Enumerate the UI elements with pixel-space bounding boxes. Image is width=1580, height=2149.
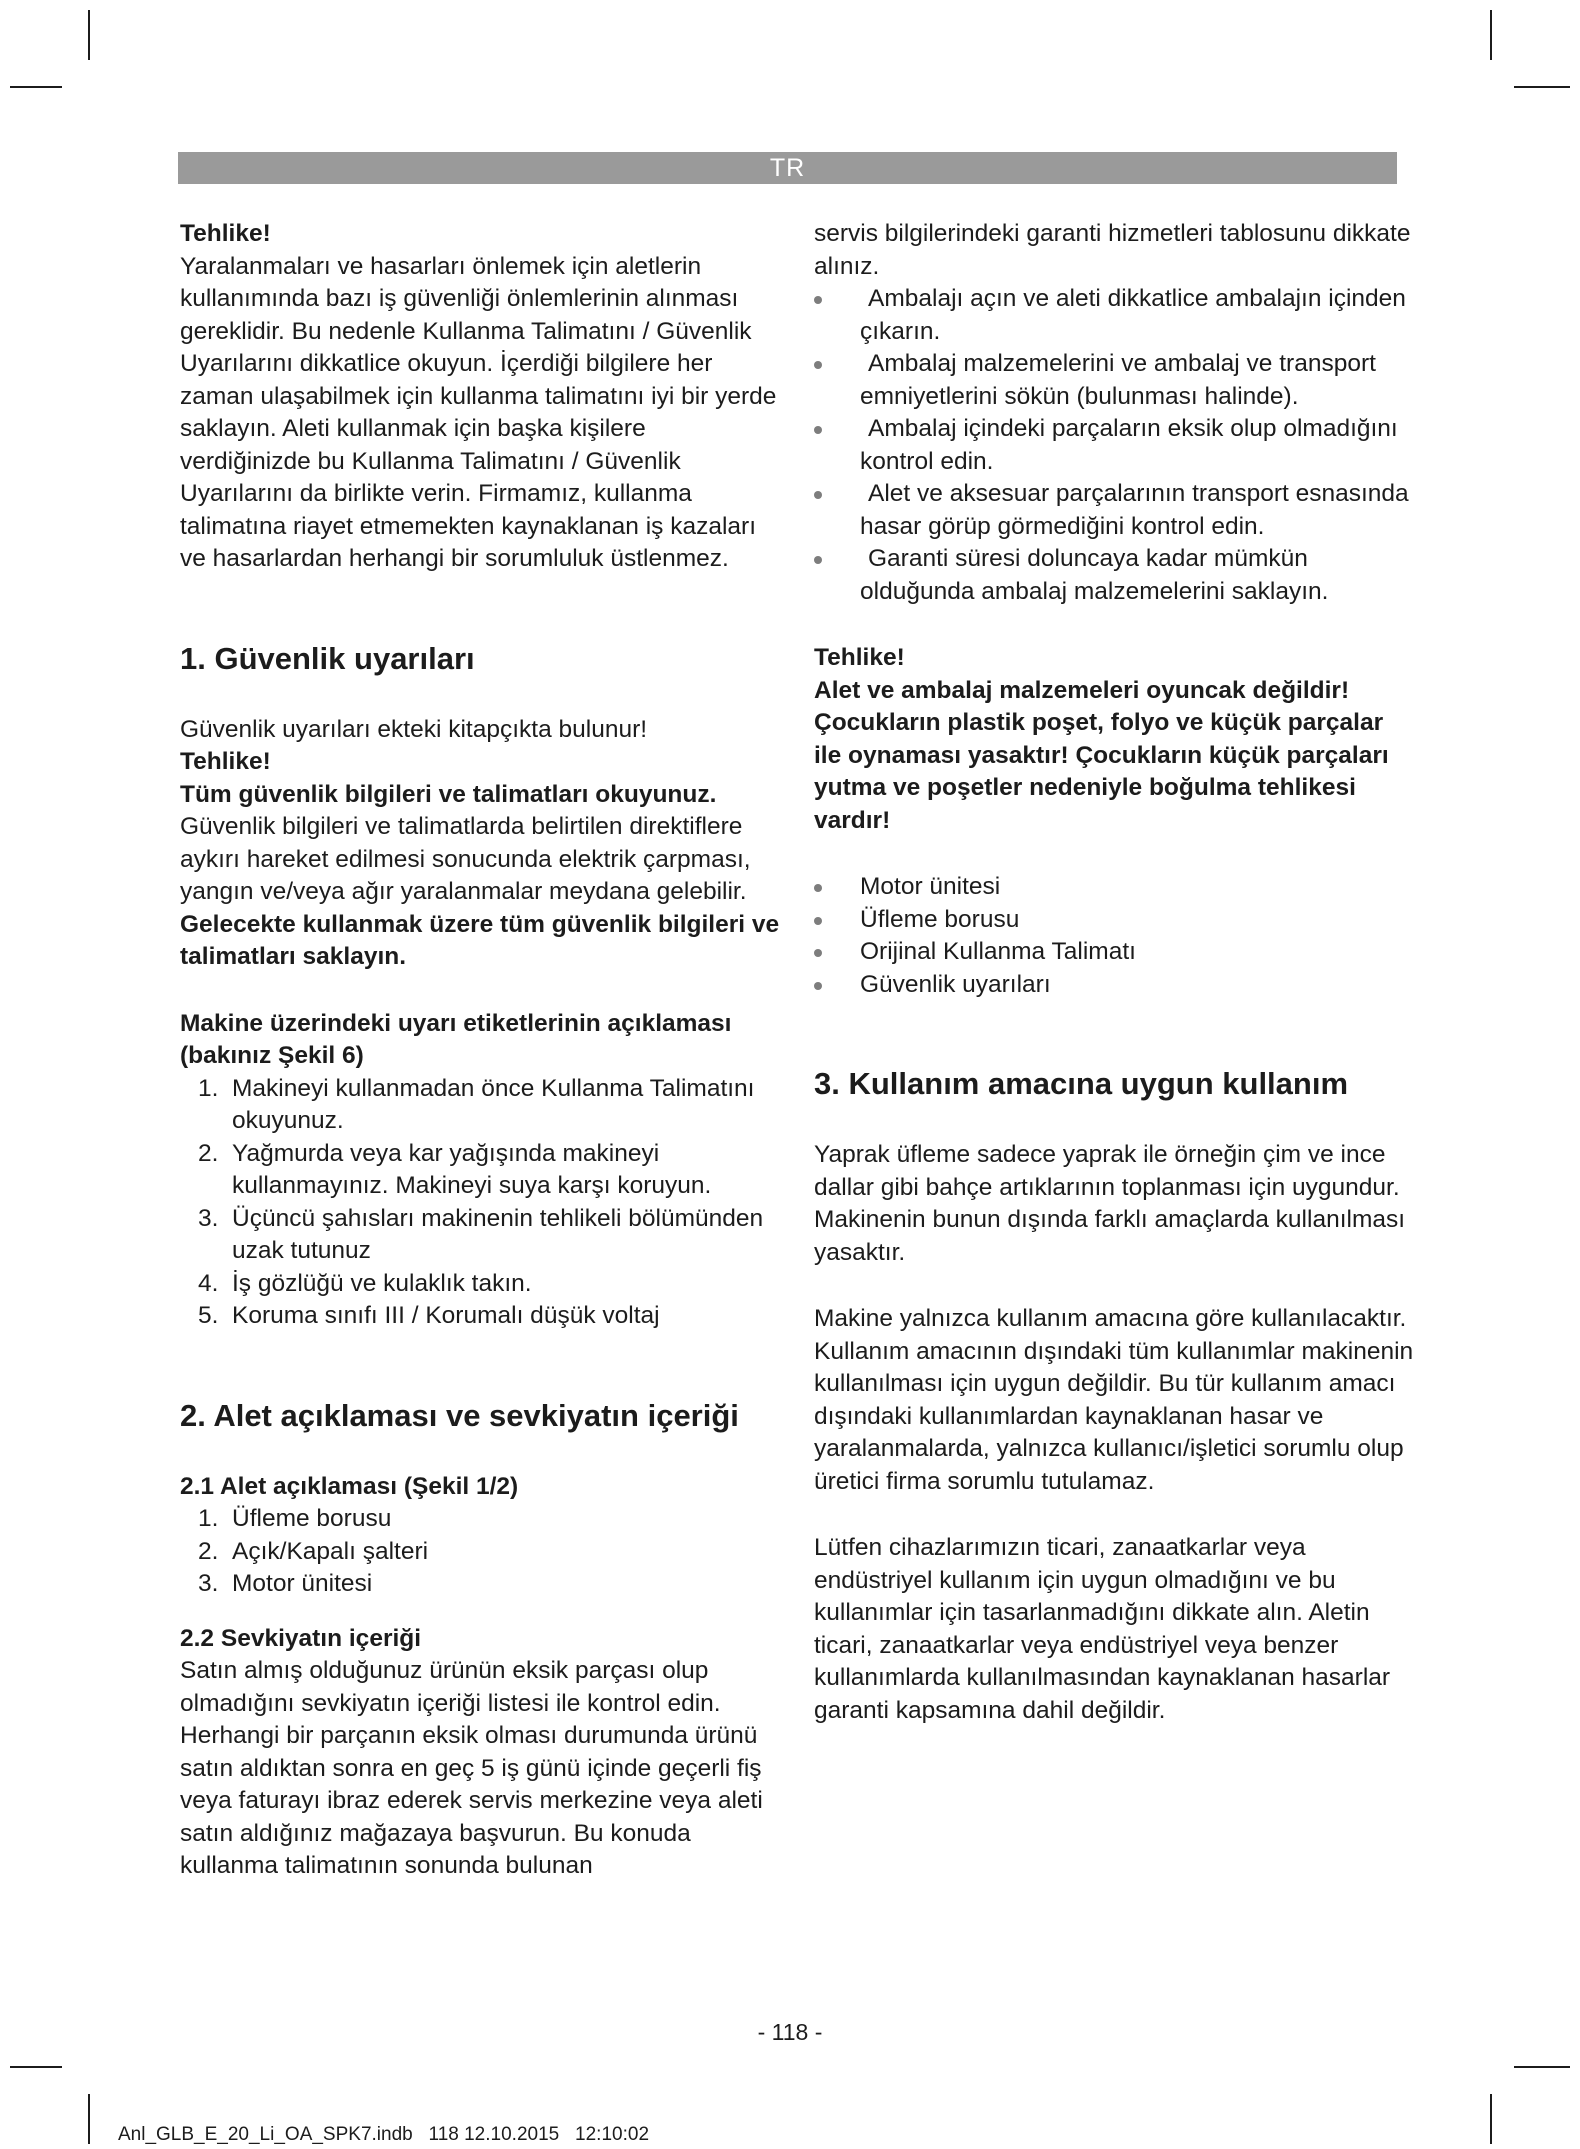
crop-mark — [1490, 10, 1492, 60]
list-item — [814, 969, 1414, 1002]
usage-paragraph-3: Lütfen cihazlarımızın ticari, zanaatkarlar veya endüstriyel kullanım için uygun olmadığını ve bu kullanımlar için tasarlanmadığını dikkate alın. Aletin ticari, zanaatkarlar veya endüstriyel veya benzer kullanımlarda kullanılmasından kaynaklanan hasarlar garanti kapsamına dahil değildir. — [814, 1534, 1391, 1724]
list-item — [814, 936, 1414, 969]
safety-warning-title: Tehlike! — [180, 748, 271, 775]
list-item — [814, 543, 1414, 608]
list-text: Yağmurda veya kar yağışında makineyi kullanmayınız. Makineyi suya karşı koruyun. — [232, 1139, 712, 1199]
list-number: 5. — [198, 1302, 219, 1329]
warning-text: Yaralanmaları ve hasarları önlemek için aletlerin kullanımında bazı iş güvenliği önlemlerinin alınması gereklidir. Bu nedenle Kullanma Talimatını / Güvenlik Uyarılarını dikkatlice okuyun. İçerdiği bilgilere her zaman ulaşabilmek için kullanma talimatını iyi bir yerde saklayın. Aleti kullanmak için başka kişilere verdiğinizde bu Kullanma Talimatını / Güvenlik Uyarılarını da birlikte verin. Firmamız, kullanma talimatına riayet etmemekten kaynaklanan iş kazaları ve hasarlardan herhangi bir sorumluluk üstlenmez. — [180, 252, 777, 572]
list-item — [180, 1268, 780, 1301]
list-text: Alet ve aksesuar parçalarının transport esnasında hasar görüp görmediğini kontrol edin. — [860, 480, 1409, 540]
list-number: 4. — [198, 1269, 219, 1297]
list-number: 2. — [198, 1139, 219, 1167]
list-text: Koruma sınıfı III / Korumalı düşük voltaj — [232, 1302, 660, 1329]
list-text: Üfleme borusu — [232, 1505, 392, 1532]
list-text: Üfleme borusu — [860, 905, 1020, 933]
safety-bold-1: Tüm güvenlik bilgileri ve talimatları okuyunuz. — [180, 780, 717, 808]
parts-list — [180, 1503, 780, 1601]
warning-title: Tehlike! — [814, 644, 905, 671]
bullet-icon — [814, 917, 822, 925]
list-item — [180, 1138, 780, 1203]
list-number: 1. — [198, 1505, 219, 1532]
crop-mark — [10, 2066, 62, 2068]
delivery-text: Satın almış olduğunuz ürünün eksik parçası olup olmadığını sevkiyatın içeriği listesi ile kontrol edin. Herhangi bir parçanın eksik olması durumunda ürünü satın aldıktan sonra en geç 5 iş günü içinde geçerli fiş veya faturayı ibraz ederek servis merkezine veya aleti satın aldığınız mağazaya başvurun. Bu konuda kullanma talimatının sonunda bulunan — [180, 1657, 763, 1879]
contents-list — [814, 871, 1414, 1001]
page-number: - 118 - — [757, 2019, 823, 2045]
section-3-title: 3. Kullanım amacına uygun kullanım — [814, 1066, 1349, 1101]
bullet-icon — [814, 556, 822, 564]
bullet-icon — [814, 361, 822, 369]
continued-text: servis bilgilerindeki garanti hizmetleri tablosunu dikkate alınız. — [814, 220, 1411, 280]
warning-text: Alet ve ambalaj malzemeleri oyuncak değildir! Çocukların plastik poşet, folyo ve küçük parçalar ile oynaması yasaktır! Çocukların küçük parçaları yutma ve poşetler nedeniyle boğulma tehlikesi vardır! — [814, 676, 1389, 834]
crop-mark — [88, 2094, 90, 2144]
safety-intro: Güvenlik uyarıları ekteki kitapçıkta bulunur! — [180, 715, 648, 743]
list-item — [180, 1300, 780, 1333]
safety-paragraph — [180, 779, 780, 974]
list-text: Garanti süresi doluncaya kadar mümkün olduğunda ambalaj malzemelerini saklayın. — [860, 545, 1329, 605]
section-1-title: 1. Güvenlik uyarıları — [180, 640, 475, 676]
list-text: Motor ünitesi — [860, 873, 1001, 900]
list-text: Makineyi kullanmadan önce Kullanma Talimatını okuyunuz. — [232, 1074, 755, 1134]
safety-bold-2: Gelecekte kullanmak üzere tüm güvenlik bilgileri ve talimatları saklayın. — [180, 910, 780, 970]
list-item — [180, 1536, 780, 1569]
unpack-list — [814, 283, 1414, 608]
list-number: 1. — [198, 1074, 219, 1102]
list-item — [814, 904, 1414, 937]
list-item — [814, 283, 1414, 348]
bullet-icon — [814, 949, 822, 957]
warning-title: Tehlike! — [180, 220, 271, 247]
subsection-2-2-title: 2.2 Sevkiyatın içeriği — [180, 1624, 422, 1652]
labels-list — [180, 1073, 780, 1333]
list-item — [814, 871, 1414, 904]
list-item — [814, 478, 1414, 543]
subsection-2-1-title: 2.1 Alet açıklaması (Şekil 1/2) — [180, 1472, 519, 1500]
crop-mark — [10, 86, 62, 88]
list-text: Açık/Kapalı şalteri — [232, 1537, 429, 1565]
list-text: Ambalaj malzemelerini ve ambalaj ve transport emniyetlerini sökün (bulunması halinde). — [860, 350, 1376, 410]
safety-text: Güvenlik bilgileri ve talimatlarda belirtilen direktiflere aykırı hareket edilmesi sonucunda elektrik çarpması, yangın ve/veya ağır yaralanmalar meydana gelebilir. — [180, 813, 751, 905]
list-item — [814, 348, 1414, 413]
list-text: Orijinal Kullanma Talimatı — [860, 938, 1136, 965]
list-item — [180, 1073, 780, 1138]
bullet-icon — [814, 426, 822, 434]
list-text: Üçüncü şahısları makinenin tehlikeli bölümünden uzak tutunuz — [232, 1204, 764, 1264]
section-2-title: 2. Alet açıklaması ve sevkiyatın içeriği — [180, 1397, 739, 1433]
list-text: Güvenlik uyarıları — [860, 970, 1051, 998]
list-text: Motor ünitesi — [232, 1570, 373, 1597]
left-column — [180, 218, 780, 1883]
print-file-info: Anl_GLB_E_20_Li_OA_SPK7.indb 118 12.10.2015 12:10:02 — [118, 2124, 650, 2145]
bullet-icon — [814, 296, 822, 304]
list-item — [180, 1503, 780, 1536]
list-number: 3. — [198, 1204, 219, 1232]
list-item — [180, 1203, 780, 1268]
language-bar: TR — [178, 152, 1397, 184]
list-text: İş gözlüğü ve kulaklık takın. — [232, 1269, 532, 1297]
crop-mark — [88, 10, 90, 60]
list-item — [814, 413, 1414, 478]
list-text: Ambalaj içindeki parçaların eksik olup olmadığını kontrol edin. — [860, 415, 1398, 475]
crop-mark — [1490, 2094, 1492, 2144]
crop-mark — [1514, 86, 1570, 88]
list-number: 3. — [198, 1570, 219, 1597]
list-text: Ambalajı açın ve aleti dikkatlice ambalajın içinden çıkarın. — [860, 285, 1406, 345]
bullet-icon — [814, 982, 822, 990]
labels-title: Makine üzerindeki uyarı etiketlerinin açıklaması (bakınız Şekil 6) — [180, 1009, 732, 1069]
bullet-icon — [814, 491, 822, 499]
list-item — [180, 1568, 780, 1601]
bullet-icon — [814, 884, 822, 892]
usage-paragraph-1: Yaprak üfleme sadece yaprak ile örneğin çim ve ince dallar gibi bahçe artıklarının toplanması için uygundur. Makinenin bunun dışında farklı amaçlarda kullanılması yasaktır. — [814, 1141, 1406, 1266]
usage-paragraph-2: Makine yalnızca kullanım amacına göre kullanılacaktır. Kullanım amacının dışındaki tüm kullanımlar makinenin kullanılması için uygun değildir. Bu tür kullanım amacı dışındaki kullanımlardan kaynaklanan hasar ve yaralanmalarda, yalnızca kullanıcı/işletici sorumlu olup üretici firma sorumlu tutulamaz. — [814, 1305, 1414, 1495]
right-column — [814, 218, 1414, 1727]
crop-mark — [1514, 2066, 1570, 2068]
list-number: 2. — [198, 1537, 219, 1565]
